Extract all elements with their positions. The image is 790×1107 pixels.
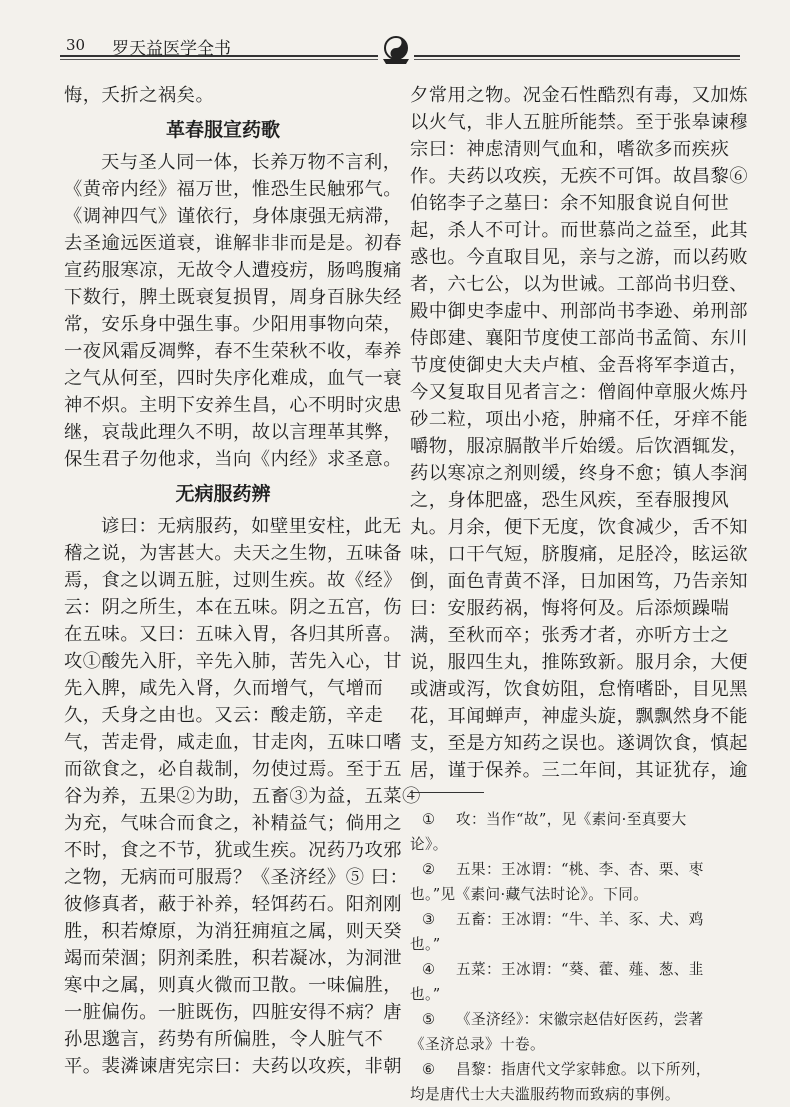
text-line: 《黄帝内经》福万世，惟恐生民触邪气。 (64, 179, 403, 200)
footnote-rule (410, 792, 484, 793)
opening-line: 悔，夭折之祸矣。 (64, 85, 215, 106)
text-line: 满，至秋而卒；张秀才者，亦听方士之 (410, 625, 730, 646)
publisher-emblem-icon (378, 34, 414, 66)
section-title-1: 革春服宣药歌 (165, 119, 280, 141)
text-line: 云：阴之所生，本在五味。阴之五宫，伤 (64, 597, 403, 618)
footnote-text: 论》。 (410, 836, 448, 853)
footnote-text: 昌黎：指唐代文学家韩愈。以下所列， (456, 1061, 711, 1078)
footnote-text: 也。”见《素问·藏气法时论》。下同。 (410, 886, 649, 903)
footnote-number: ③ (422, 911, 436, 928)
footnote-text: 五果：王冰谓：“桃、李、杏、栗、枣 (456, 861, 704, 878)
text-line: 一脏偏伤。一脏既伤，四脏安得不病？唐 (64, 1002, 403, 1023)
text-line: 药以寒凉之剂则缓，终身不愈；镇人李润 (410, 463, 749, 484)
text-line: 之，身体肥盛，恐生风疾，至春服搜风 (410, 490, 730, 511)
footnote-text: 也。” (410, 936, 441, 953)
text-line: 神不炽。主明下安养生昌，心不明时灾患 (64, 395, 403, 416)
footnotes (410, 807, 728, 1107)
text-line: 不时，食之不节，犹或生疾。况药乃攻邪 (64, 840, 403, 861)
page-number: 30 (66, 36, 86, 54)
text-line: 稽之说，为害甚大。夫天之生物，五味备 (64, 543, 403, 564)
text-line: 一夜风霜反凋弊，春不生荣秋不收，奉养 (64, 341, 403, 362)
text-line: 继，哀哉此理久不明，故以言理革其弊， (64, 422, 403, 443)
text-line: 以火气，非人五脏所能禁。至于张皋谏穆 (410, 112, 749, 133)
text-line: 下数行，脾土既衰复损胃，周身百脉失经 (64, 287, 403, 308)
text-line: 夕常用之物。况金石性酷烈有毒，又加炼 (410, 85, 749, 106)
text-line: 曰：安服药祸，悔将何及。后添烦躁喘 (410, 598, 730, 619)
text-line: 攻①酸先入肝，辛先入肺，苦先入心，甘 (64, 651, 403, 672)
footnote-number: ② (422, 861, 436, 878)
text-line: 常，安乐身中强生事。少阳用事物向荣， (64, 314, 403, 335)
section-title-2: 无病服药辨 (175, 483, 271, 505)
text-line: 之气从何至，四时失序化难成，血气一衰 (64, 368, 403, 389)
footnote-item (410, 857, 728, 882)
footnote-continuation (410, 882, 728, 907)
footnote-item (410, 1057, 728, 1082)
text-line: 去圣逾远医道衰，谁解非非而是是。初春 (64, 233, 403, 254)
text-line: 宣药服寒凉，无故令人遭疫疠，肠鸣腹痛 (64, 260, 403, 281)
left-column (64, 82, 421, 1080)
footnote-continuation (410, 932, 728, 957)
text-line: 花，耳闻蝉声，神虚头旋，飘飘然身不能 (410, 706, 749, 727)
text-line: 先入脾，咸先入肾，久而增气，气增而 (64, 678, 384, 699)
text-line: 砂二粒，项出小疮，肿痛不任，牙痒不能 (410, 409, 749, 430)
text-line: 《调神四气》谨依行，身体康强无病滞， (64, 206, 403, 227)
text-line: 宗曰：神虑清则气血和，嗜欲多而疾疢 (410, 139, 730, 160)
text-line: 为充，气味合而食之，补精益气；倘用之 (64, 813, 403, 834)
footnote-text: 也。” (410, 986, 441, 1003)
footnote-item (410, 957, 728, 982)
footnote-continuation (410, 1082, 728, 1107)
footnote-item (410, 907, 728, 932)
text-line: 或溏或泻，饮食妨阻，怠惰嗜卧，目见黑 (410, 679, 749, 700)
text-line: 气，苦走骨，咸走血，甘走肉，五味口嗜 (64, 732, 403, 753)
footnote-text: 《圣济经》：宋徽宗赵佶好医药，尝著 (456, 1011, 704, 1028)
text-line: 侍郎建、襄阳节度使工部尚书孟简、东川 (410, 328, 749, 349)
text-line: 惑也。今直取目见，亲与之游，而以药败 (410, 247, 749, 268)
right-column (410, 82, 749, 1107)
text-line: 居，谨于保养。三二年间，其证犹存，逾 (410, 760, 749, 781)
text-line: 起，杀人不可计。而世慕尚之益至，此其 (410, 220, 749, 241)
text-line: 味，口干气短，脐腹痛，足胫冷，眩运欲 (410, 544, 749, 565)
footnote-text: 均是唐代士大夫滥服药物而致病的事例。 (410, 1086, 680, 1103)
text-line: 说，服四生丸，推陈致新。服月余，大便 (410, 652, 749, 673)
text-line: 天与圣人同一体，长养万物不言利， (101, 152, 402, 173)
text-line: 节度使御史大夫卢植、金吾将军李道古， (410, 355, 749, 376)
text-line: 今又复取目见者言之：僧阎仲章服火炼丹 (410, 382, 749, 403)
footnote-number: ⑥ (422, 1061, 436, 1078)
text-line: 平。裴潾谏唐宪宗曰：夫药以攻疾，非朝 (64, 1056, 403, 1077)
text-line: 殿中御史李虚中、刑部尚书李逊、弟刑部 (410, 301, 749, 322)
text-line: 支，至是方知药之误也。遂调饮食，慎起 (410, 733, 749, 754)
text-line: 谚曰：无病服药，如壁里安柱，此无 (101, 516, 402, 537)
text-line: 者，六七公，以为世诫。工部尚书归登、 (410, 274, 749, 295)
footnote-item (410, 807, 728, 832)
footnote-continuation (410, 1032, 728, 1057)
section-2-body (64, 513, 421, 1080)
text-line: 伯铭李子之墓曰：余不知服食说自何世 (410, 193, 730, 214)
footnote-text: 《圣济总录》十卷。 (410, 1036, 545, 1053)
text-line: 之物，无病而可服焉？《圣济经》⑤ 曰： (64, 867, 409, 888)
text-line: 竭而荣涸；阴剂柔胜，积若凝冰，为洞泄 (64, 948, 403, 969)
footnote-text: 五畜：王冰谓：“牛、羊、豕、犬、鸡 (456, 911, 704, 928)
text-line: 丸。月余，便下无度，饮食减少，舌不知 (410, 517, 749, 538)
text-line: 倒，面色青黄不泽，日加困笃，乃告亲知 (410, 571, 749, 592)
text-line: 谷为养，五果②为助，五畜③为益，五菜④ (64, 786, 421, 807)
book-title: 罗天益医学全书 (112, 39, 231, 59)
right-column-body (410, 82, 749, 784)
section-1-body (64, 149, 403, 473)
text-line: 孙思邈言，药势有所偏胜，令人脏气不 (64, 1029, 384, 1050)
text-line: 焉，食之以调五脏，过则生疾。故《经》 (64, 570, 403, 591)
text-line: 而欲食之，必自裁制，勿使过焉。至于五 (64, 759, 403, 780)
footnote-number: ④ (422, 961, 436, 978)
footnote-text: 五菜：王冰谓：“葵、藿、薤、葱、韭 (456, 961, 704, 978)
text-line: 嚼物，服凉膈散半斤始缓。后饮酒辄发， (410, 436, 749, 457)
page-header (60, 28, 740, 68)
footnote-number: ① (422, 811, 436, 828)
footnote-continuation (410, 832, 728, 857)
text-line: 在五味。又曰：五味入胃，各归其所喜。 (64, 624, 403, 645)
text-line: 作。夫药以攻疾，无疾不可饵。故昌黎⑥ (410, 166, 749, 187)
text-line: 胜，积若燎原，为消狂痈疽之属，则天癸 (64, 921, 403, 942)
footnote-number: ⑤ (422, 1011, 436, 1028)
text-line: 彼修真者，蔽于补养，轻饵药石。阳剂刚 (64, 894, 403, 915)
footnote-continuation (410, 982, 728, 1007)
text-line: 保生君子勿他求，当向《内经》求圣意。 (64, 449, 403, 470)
text-line: 久，夭身之由也。又云：酸走筋，辛走 (64, 705, 384, 726)
text-line: 寒中之属，则真火微而卫散。一味偏胜， (64, 975, 403, 996)
footnote-item (410, 1007, 728, 1032)
footnote-text: 攻：当作“故”，见《素问·至真要大 (456, 811, 687, 828)
